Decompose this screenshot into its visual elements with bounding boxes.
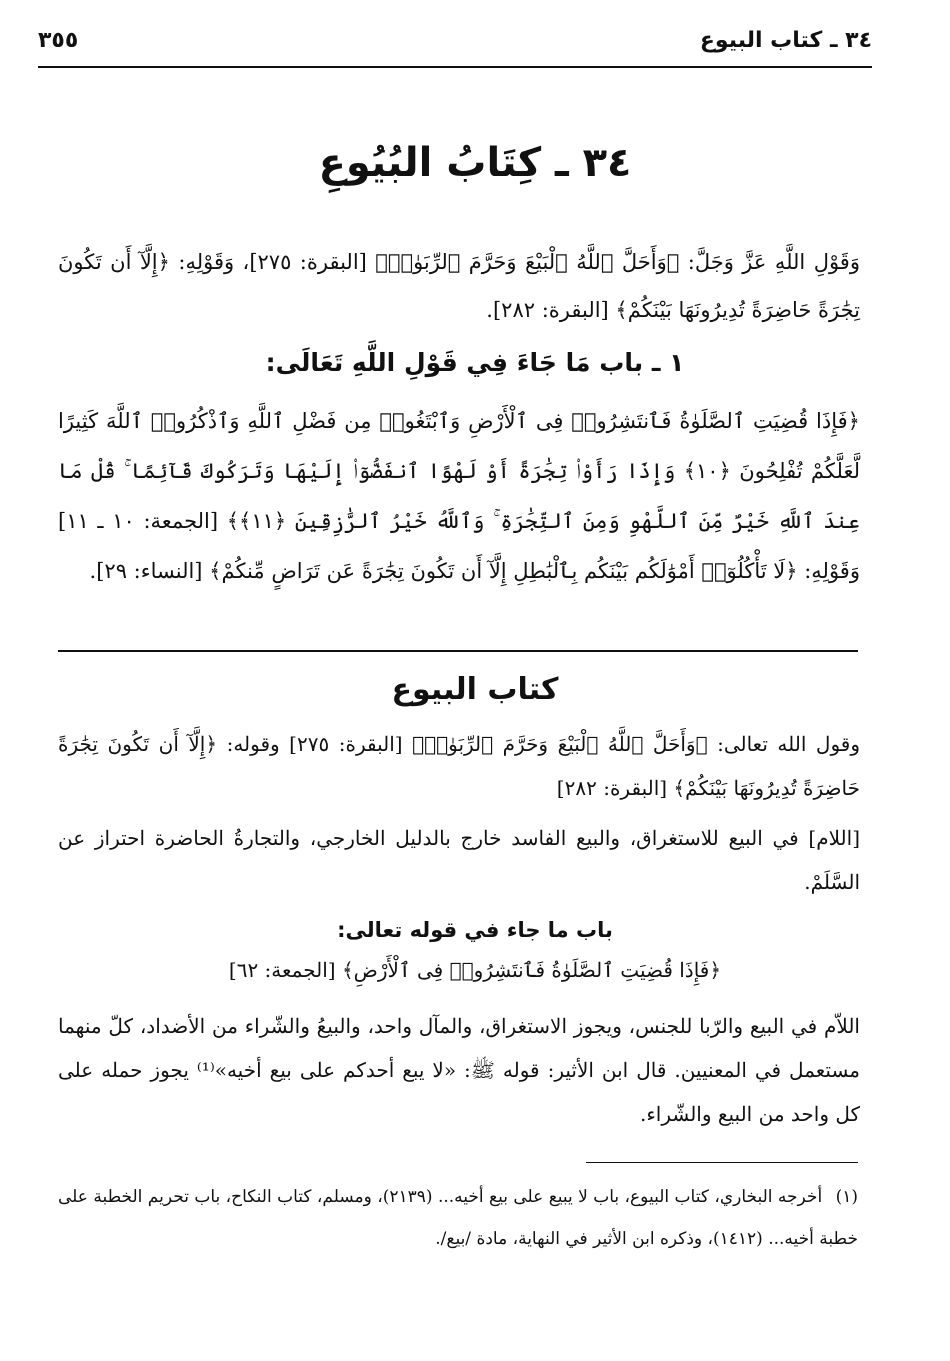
commentary-paragraph-2: [اللام] في البيع للاستغراق، والبيع الفاسد خارج بالدليل الخارجي، والتجارةُ الحاضرة احتراز عن السَّلَمْ. [58,826,860,894]
chapter-verses-paragraph: ﴿فَإِذَا قُضِيَتِ ٱلصَّلَوٰةُ فَٱنتَشِرُوا۟ فِى ٱلْأَرْضِ وَٱبْتَغُوا۟ مِن فَضْلِ ٱللَّهِ وَٱذْكُرُوا۟ ٱللَّهَ كَثِيرًا لَّعَلَّكُمْ تُفْلِحُونَ ﴿١٠﴾ وَإِذَا رَأَوْا۟ تِجَٰرَةً أَوْ لَهْوًا ٱنفَضُّوٓا۟ إِلَيْهَا وَتَرَكُوكَ قَآئِمًا ۚ قُلْ مَا عِندَ ٱللَّهِ خَيْرٌ مِّنَ ٱللَّهْوِ وَمِنَ ٱلتِّجَٰرَةِ ۚ وَٱللَّهُ خَيْرُ ٱلرَّٰزِقِينَ ﴿١١﴾﴾ [الجمعة: ١٠ ـ ١١] وَقَوْلِهِ: ﴿لَا تَأْكُلُوٓا۟ أَمْوَٰلَكُم بَيْنَكُم بِٱلْبَٰطِلِ إِلَّآ أَن تَكُونَ تِجَٰرَةً عَن تَرَاضٍ مِّنكُمْ﴾ [النساء: ٢٩]. [58,409,860,583]
footnote-divider [586,1162,858,1163]
page-number: ٣٥٥ [38,28,79,53]
footnote-text: أخرجه البخاري، كتاب البيوع، باب لا يبيع على بيع أخيه... (٢١٣٩)، ومسلم، كتاب النكاح، باب تحريم الخطبة على خطبة أخيه... (١٤١٢)، وذكره ابن الأثير في النهاية، مادة /بيع/. [57,1187,858,1249]
section-divider [58,650,858,652]
book-intro-paragraph: وَقَوْلِ اللَّهِ عَزَّ وَجَلَّ: ﴿وَأَحَلَّ ٱللَّهُ ٱلْبَيْعَ وَحَرَّمَ ٱلرِّبَوٰا۟﴾ [البقرة: ٢٧٥]، وَقَوْلِهِ: ﴿إِلَّآ أَن تَكُونَ تِجَٰرَةً حَاضِرَةً تُدِيرُونَهَا بَيْنَكُمْ﴾ [البقرة: ٢٨٢]. [58,250,860,322]
running-header-chapter: ٣٤ ـ كتاب البيوع [699,28,872,53]
chapter-heading: ١ ـ باب مَا جَاءَ فِي قَوْلِ اللَّهِ تَعَالَى: [265,348,685,377]
commentary-chapter-heading: باب ما جاء في قوله تعالى: [337,918,613,942]
footnote-marker: (١) [835,1187,858,1207]
footnote [58,1176,858,1260]
commentary-title: كتاب البيوع [391,672,559,707]
running-header [38,22,872,68]
commentary-paragraph-1: وقول الله تعالى: ﴿وَأَحَلَّ ٱللَّهُ ٱلْبَيْعَ وَحَرَّمَ ٱلرِّبَوٰا۟﴾ [البقرة: ٢٧٥] وقوله: ﴿إِلَّآ أَن تَكُونَ تِجَٰرَةً حَاضِرَةً تُدِيرُونَهَا بَيْنَكُمْ﴾ [البقرة: ٢٨٢] [58,732,860,800]
commentary-paragraph-3: اللاّم في البيع والرّبا للجنس، ويجوز الاستغراق، والمآل واحد، والبيعُ والشّراء من الأضداد، كلّ منهما مستعمل في المعنيين. قال ابن الأثير: قوله ﷺ: «لا يبع أحدكم على بيع أخيه»⁽¹⁾ يجوز حمله على كل واحد من البيع والشّراء. [58,1014,860,1126]
book-title: ٣٤ ـ كِتَابُ البُيُوعِ [318,140,632,186]
commentary-verse: ﴿فَإِذَا قُضِيَتِ ٱلصَّلَوٰةُ فَٱنتَشِرُوا۟ فِى ٱلْأَرْضِ﴾ [الجمعة: ٦٢] [228,958,722,982]
